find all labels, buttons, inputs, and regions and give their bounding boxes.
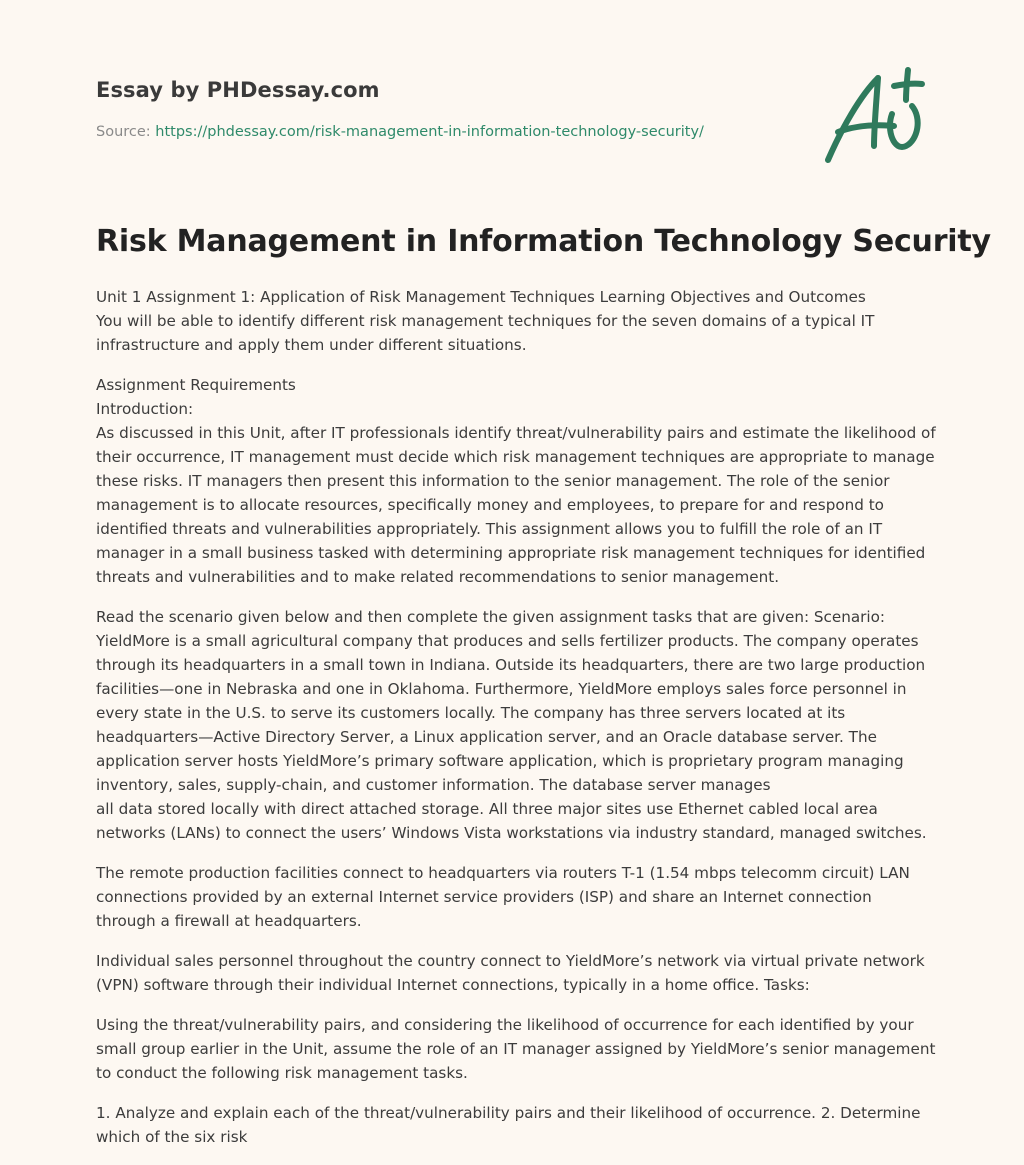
article-paragraph bbox=[96, 605, 936, 845]
article-paragraph bbox=[96, 949, 936, 997]
source-link[interactable]: https://phdessay.com/risk-management-in-information-technology-security/ bbox=[155, 124, 704, 140]
site-brand: Essay by PHDessay.com bbox=[96, 78, 380, 102]
article-title: Risk Management in Information Technology Security bbox=[96, 224, 991, 259]
article-paragraph bbox=[96, 861, 936, 933]
paragraph-line: Assignment Requirements bbox=[96, 376, 296, 394]
article-paragraph bbox=[96, 373, 936, 589]
paragraph-line: Individual sales personnel throughout the country connect to YieldMore’s network via virtual private network (VPN) software through their individual Internet connections, typically in a home office. Tasks: bbox=[96, 952, 925, 994]
paragraph-line: 1. Analyze and explain each of the threat/vulnerability pairs and their likelihood of occurrence. 2. Determine which of the six risk bbox=[96, 1104, 921, 1146]
paragraph-line: You will be able to identify different risk management techniques for the seven domains of a typical IT infrastructure and apply them under different situations. bbox=[96, 312, 875, 354]
article-paragraph bbox=[96, 1013, 936, 1085]
paragraph-line: As discussed in this Unit, after IT professionals identify threat/vulnerability pairs and estimate the likelihood of their occurrence, IT management must decide which risk management techniques are appropriate to manage these risks. IT managers then present this information to the senior management. The role of the senior management is to allocate resources, specifically money and employees, to prepare for and respond to identified threats and vulnerabilities appropriately. This assignment allows you to fulfill the role of an IT manager in a small business tasked with determining appropriate risk management techniques for identified threats and vulnerabilities and to make related recommendations to senior management. bbox=[96, 424, 936, 586]
paragraph-line: Unit 1 Assignment 1: Application of Risk Management Techniques Learning Objectives and Outcomes bbox=[96, 288, 866, 306]
paragraph-line: all data stored locally with direct attached storage. All three major sites use Ethernet cabled local area networks (LANs) to connect the users’ Windows Vista workstations via industry standard, managed switches. bbox=[96, 800, 927, 842]
source-line bbox=[96, 124, 704, 140]
article-paragraph bbox=[96, 1101, 936, 1149]
a-plus-logo-icon bbox=[822, 66, 926, 166]
article-paragraph bbox=[96, 285, 936, 357]
article-body bbox=[96, 285, 936, 1165]
paragraph-line: Introduction: bbox=[96, 400, 194, 418]
paragraph-line: The remote production facilities connect to headquarters via routers T-1 (1.54 mbps telecomm circuit) LAN connections provided by an external Internet service providers (ISP) and share an Internet connection through a firewall at headquarters. bbox=[96, 864, 910, 930]
paragraph-line: Read the scenario given below and then complete the given assignment tasks that are given: Scenario: YieldMore is a small agricultural company that produces and sells fertilizer products. The company operates through its headquarters in a small town in Indiana. Outside its headquarters, there are two large production facilities—one in Nebraska and one in Oklahoma. Furthermore, YieldMore employs sales force personnel in every state in the U.S. to serve its customers locally. The company has three servers located at its headquarters—Active Directory Server, a Linux application server, and an Oracle database server. The application server hosts YieldMore’s primary software application, which is proprietary program managing inventory, sales, supply-chain, and customer information. The database server manages bbox=[96, 608, 926, 794]
source-label: Source: bbox=[96, 124, 151, 140]
paragraph-line: Using the threat/vulnerability pairs, and considering the likelihood of occurrence for each identified by your small group earlier in the Unit, assume the role of an IT manager assigned by YieldMore’s senior management to conduct the following risk management tasks. bbox=[96, 1016, 936, 1082]
